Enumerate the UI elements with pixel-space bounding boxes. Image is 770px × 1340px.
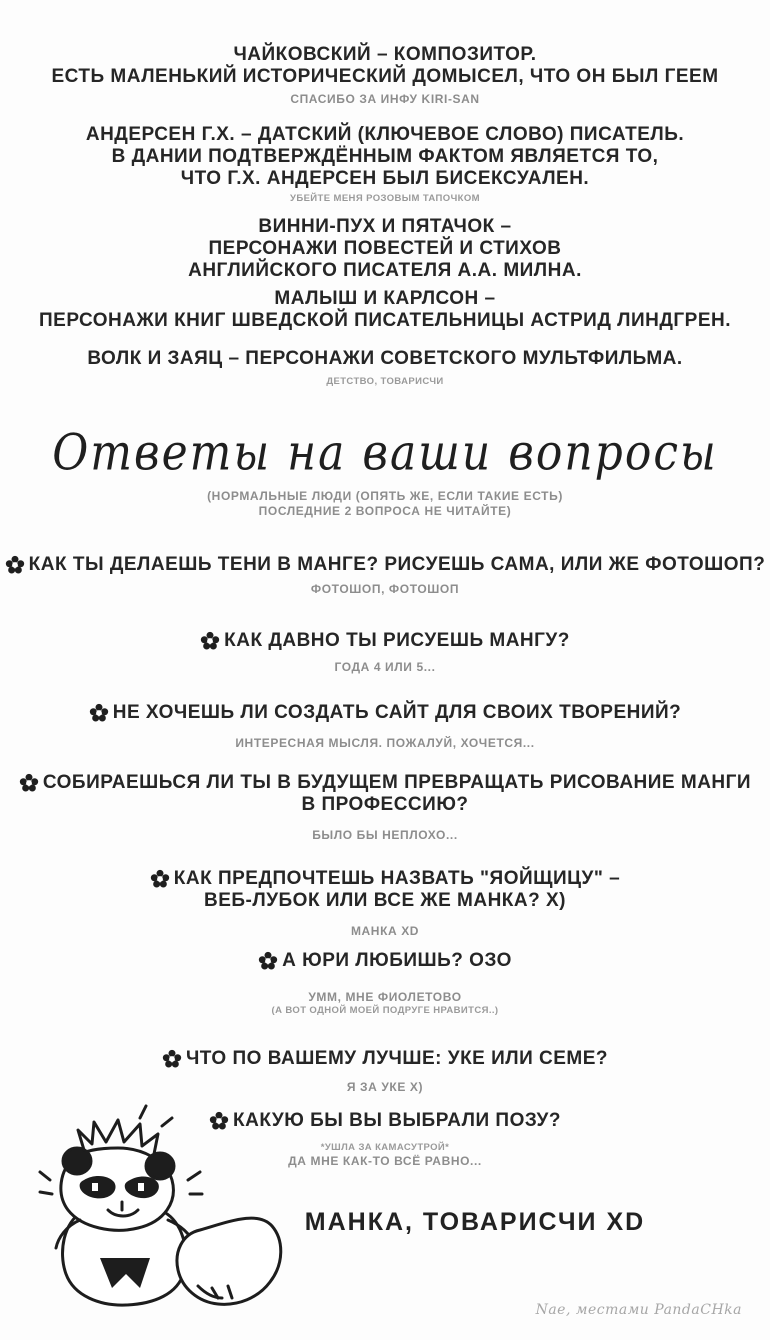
section-title-block bbox=[0, 424, 770, 519]
flower-icon bbox=[200, 631, 220, 651]
fact-2-line-2: В ДАНИИ ПОДТВЕРЖДЁННЫМ ФАКТОМ ЯВЛЯЕТСЯ ТО, bbox=[111, 146, 659, 167]
section-title: Ответы на ваши вопросы bbox=[52, 424, 718, 483]
flower-icon bbox=[5, 555, 25, 575]
answer-text: БЫЛО БЫ НЕПЛОХО... bbox=[312, 828, 458, 842]
question-row bbox=[0, 950, 770, 972]
fact-2-note: УБЕЙТЕ МЕНЯ РОЗОВЫМ ТАПОЧКОМ bbox=[290, 193, 480, 204]
question-text-line-2: В ПРОФЕССИЮ? bbox=[301, 794, 469, 815]
qa-item-1 bbox=[0, 554, 770, 597]
fact-1-note: СПАСИБО ЗА ИНФУ KIRI-SAN bbox=[290, 92, 480, 106]
final-line: МАНКА, ТОВАРИСЧИ XD bbox=[304, 1208, 646, 1236]
answer-extra-text: (А ВОТ ОДНОЙ МОЕЙ ПОДРУГЕ НРАВИТСЯ..) bbox=[271, 1005, 499, 1016]
answer-text-line-1: *УШЛА ЗА КАМАСУТРОЙ* bbox=[320, 1142, 450, 1153]
question-text: А ЮРИ ЛЮБИШЬ? ОЗО bbox=[282, 950, 512, 971]
question-row bbox=[0, 702, 770, 724]
question-text: КАК ДАВНО ТЫ РИСУЕШЬ МАНГУ? bbox=[224, 630, 570, 651]
qa-item-6 bbox=[0, 950, 770, 1017]
fact-5-line-1: ВОЛК И ЗАЯЦ – ПЕРСОНАЖИ СОВЕТСКОГО МУЛЬТФИЛЬМА. bbox=[87, 348, 683, 369]
flower-icon bbox=[258, 951, 278, 971]
question-text-line-2: ВЕБ-ЛУБОК ИЛИ ВСЕ ЖЕ МАНКА? X) bbox=[203, 890, 567, 911]
question-row bbox=[0, 554, 770, 576]
question-text: КАК ПРЕДПОЧТЕШЬ НАЗВАТЬ "ЯОЙЩИЦУ" – bbox=[173, 868, 621, 889]
fact-3-line-1: ВИННИ-ПУХ И ПЯТАЧОК – bbox=[258, 216, 512, 237]
question-text: СОБИРАЕШЬСЯ ЛИ ТЫ В БУДУЩЕМ ПРЕВРАЩАТЬ РИСОВАНИЕ МАНГИ bbox=[42, 772, 752, 793]
section-subtitle-line-2: ПОСЛЕДНИЕ 2 ВОПРОСА НЕ ЧИТАЙТЕ) bbox=[258, 504, 512, 518]
question-text: ЧТО ПО ВАШЕМУ ЛУЧШЕ: УКЕ ИЛИ СЕМЕ? bbox=[185, 1048, 609, 1069]
qa-item-4 bbox=[0, 772, 770, 843]
answer-text: ФОТОШОП, ФОТОШОП bbox=[310, 582, 460, 596]
fact-1-line-2: ЕСТЬ МАЛЕНЬКИЙ ИСТОРИЧЕСКИЙ ДОМЫСЕЛ, ЧТО ОН БЫЛ ГЕЕМ bbox=[51, 66, 719, 87]
question-text: КАКУЮ БЫ ВЫ ВЫБРАЛИ ПОЗУ? bbox=[233, 1110, 561, 1131]
fact-2-line-1: АНДЕРСЕН Г.Х. – ДАТСКИЙ (КЛЮЧЕВОЕ СЛОВО) ПИСАТЕЛЬ. bbox=[85, 124, 685, 145]
fact-4-line-1: МАЛЫШ И КАРЛСОН – bbox=[274, 288, 496, 309]
fact-block-4 bbox=[0, 288, 770, 332]
fact-block-2 bbox=[0, 124, 770, 205]
flower-icon bbox=[89, 703, 109, 723]
fact-block-1 bbox=[0, 44, 770, 107]
answer-text: ИНТЕРЕСНАЯ МЫСЛЯ. ПОЖАЛУЙ, ХОЧЕТСЯ... bbox=[235, 736, 535, 750]
question-row bbox=[0, 772, 770, 794]
question-text: КАК ТЫ ДЕЛАЕШЬ ТЕНИ В МАНГЕ? РИСУЕШЬ САМА, ИЛИ ЖЕ ФОТОШОП? bbox=[28, 554, 766, 575]
fact-2-line-3: ЧТО Г.Х. АНДЕРСЕН БЫЛ БИСЕКСУАЛЕН. bbox=[180, 168, 590, 189]
section-subtitle-line-1: (НОРМАЛЬНЫЕ ЛЮДИ (ОПЯТЬ ЖЕ, ЕСЛИ ТАКИЕ ЕСТЬ) bbox=[207, 489, 563, 503]
qa-item-3 bbox=[0, 702, 770, 751]
answer-text: МАНКА XD bbox=[350, 924, 420, 938]
question-text: НЕ ХОЧЕШЬ ЛИ СОЗДАТЬ САЙТ ДЛЯ СВОИХ ТВОРЕНИЙ? bbox=[112, 702, 682, 723]
answer-text: ГОДА 4 ИЛИ 5... bbox=[334, 660, 436, 674]
answer-text: УММ, МНЕ ФИОЛЕТОВО bbox=[308, 990, 462, 1004]
fact-3-line-2: ПЕРСОНАЖИ ПОВЕСТЕЙ И СТИХОВ bbox=[208, 238, 562, 259]
flower-icon bbox=[19, 773, 39, 793]
fact-1-line-1: ЧАЙКОВСКИЙ – КОМПОЗИТОР. bbox=[233, 44, 537, 65]
fact-block-3 bbox=[0, 216, 770, 282]
fact-block-5 bbox=[0, 348, 770, 388]
answer-text-line-2: ДА МНЕ КАК-ТО ВСЁ РАВНО... bbox=[288, 1154, 482, 1168]
flower-icon bbox=[150, 869, 170, 889]
fact-4-line-2: ПЕРСОНАЖИ КНИГ ШВЕДСКОЙ ПИСАТЕЛЬНИЦЫ АСТРИД ЛИНДГРЕН. bbox=[38, 310, 732, 331]
fact-3-line-3: АНГЛИЙСКОГО ПИСАТЕЛЯ А.А. МИЛНА. bbox=[188, 260, 582, 281]
qa-item-5 bbox=[0, 868, 770, 939]
mascot-illustration bbox=[22, 1062, 312, 1312]
qa-item-2 bbox=[0, 630, 770, 675]
fact-5-note: ДЕТСТВО, ТОВАРИСЧИ bbox=[326, 376, 444, 387]
question-row bbox=[0, 630, 770, 652]
artist-signature: Nае, местами PandaCHka bbox=[535, 1302, 742, 1318]
answer-text: Я ЗА УКЕ X) bbox=[346, 1080, 424, 1094]
question-row bbox=[0, 868, 770, 890]
